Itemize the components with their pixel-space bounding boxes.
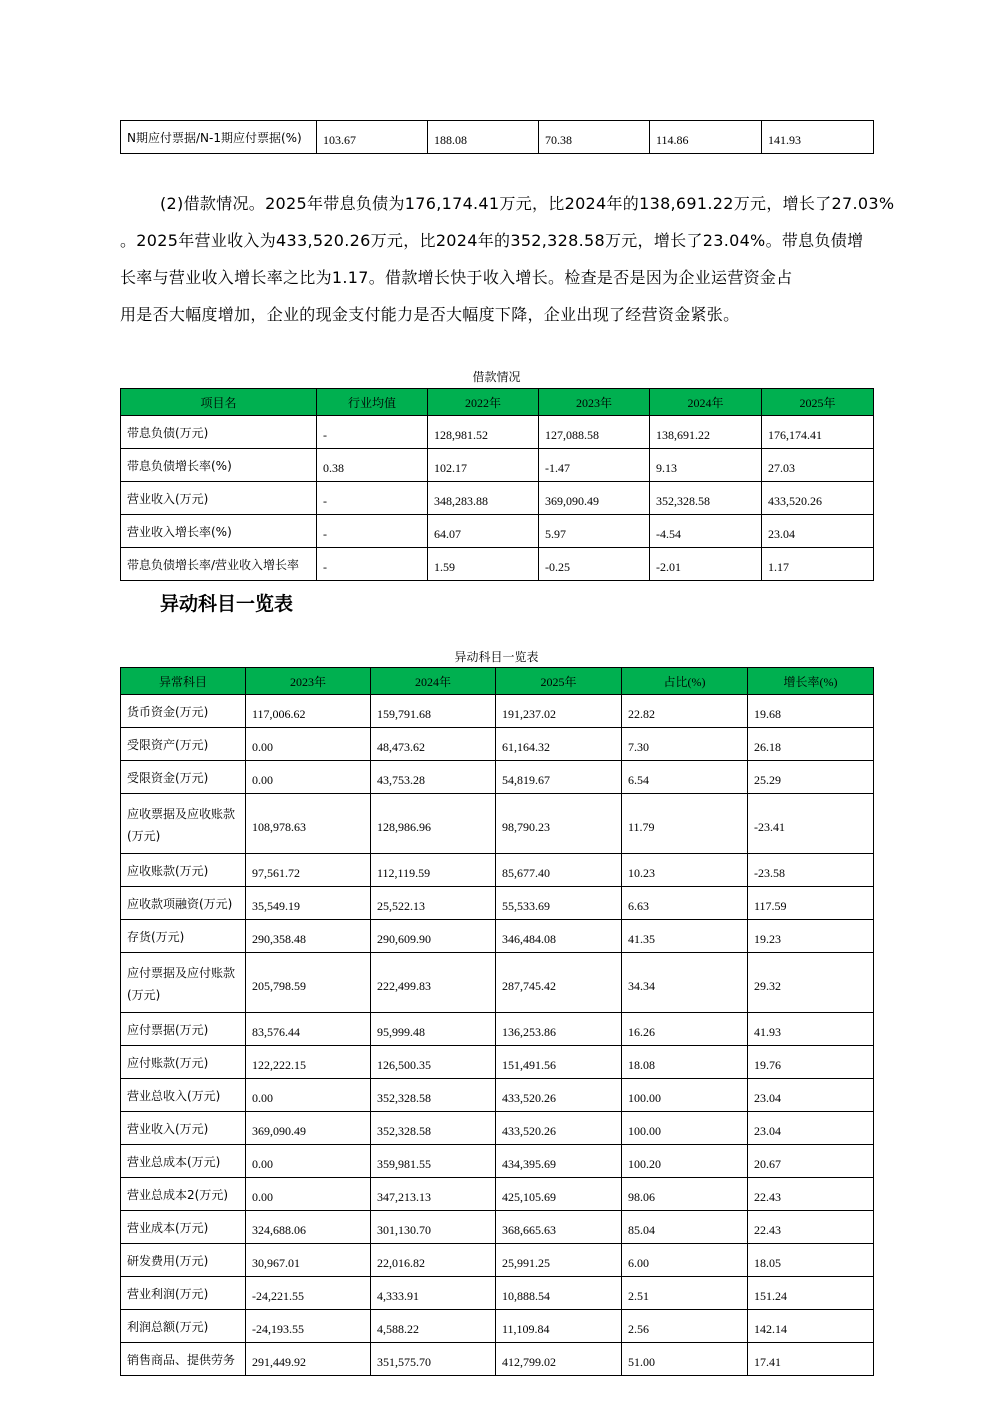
table-cell: 128,981.52 — [428, 416, 539, 449]
table-cell: 352,328.58 — [650, 482, 762, 515]
table-cell: 0.00 — [246, 1145, 371, 1178]
table-cell: 83,576.44 — [246, 1013, 371, 1046]
table-row — [121, 794, 874, 854]
loan-table-caption: 借款情况 — [472, 370, 521, 384]
table-cell: 117,006.62 — [246, 695, 371, 728]
table-cell: -24,221.55 — [246, 1277, 371, 1310]
table-cell: 142.14 — [748, 1310, 874, 1343]
column-header: 2024年 — [650, 389, 762, 416]
table-cell: -23.41 — [748, 794, 874, 854]
table-cell: 301,130.70 — [371, 1211, 496, 1244]
table-row — [121, 1343, 874, 1376]
table-cell: 0.00 — [246, 1178, 371, 1211]
paragraph-line: 用是否大幅度增加，企业的现金支付能力是否大幅度下降，企业出现了经营资金紧张。 — [120, 305, 740, 324]
table-row — [121, 1079, 874, 1112]
table-cell: 23.04 — [762, 515, 874, 548]
table-row — [121, 1244, 874, 1277]
table-cell: 10.23 — [622, 854, 748, 887]
table-cell: 16.26 — [622, 1013, 748, 1046]
loan-table — [120, 388, 874, 581]
column-header: 增长率(%) — [748, 668, 874, 695]
table-cell: 25,991.25 — [496, 1244, 622, 1277]
table-cell: 369,090.49 — [539, 482, 650, 515]
row-label: 受限资金(万元) — [121, 761, 246, 794]
table-cell: 19.68 — [748, 695, 874, 728]
abnormal-table-caption: 异动科目一览表 — [454, 650, 539, 664]
table-cell: 126,500.35 — [371, 1046, 496, 1079]
table-cell: 26.18 — [748, 728, 874, 761]
table-cell: 141.93 — [762, 121, 874, 154]
table-cell: 25,522.13 — [371, 887, 496, 920]
table-cell: 29.32 — [748, 953, 874, 1013]
row-label: 带息负债增长率/营业收入增长率 — [121, 548, 317, 581]
column-header: 占比(%) — [622, 668, 748, 695]
table-cell: 128,986.96 — [371, 794, 496, 854]
table-cell: 43,753.28 — [371, 761, 496, 794]
paragraph-line: 。2025年营业收入为433,520.26万元，比2024年的352,328.58万元，增长了23.04%。带息负债增 — [120, 231, 864, 250]
table-row — [121, 1013, 874, 1046]
row-label: 带息负债(万元) — [121, 416, 317, 449]
row-label: 营业收入增长率(%) — [121, 515, 317, 548]
table-cell: 434,395.69 — [496, 1145, 622, 1178]
table-cell: 2.56 — [622, 1310, 748, 1343]
table-cell: 114.86 — [650, 121, 762, 154]
paragraph-line: 长率与营业收入增长率之比为1.17。借款增长快于收入增长。检查是否是因为企业运营资金占 — [120, 268, 793, 287]
row-label: 利润总额(万元) — [121, 1310, 246, 1343]
table-cell: 41.35 — [622, 920, 748, 953]
table-cell: 22.82 — [622, 695, 748, 728]
table-cell: 18.05 — [748, 1244, 874, 1277]
row-label: N期应付票据/N-1期应付票据(%) — [121, 121, 317, 154]
row-label: 应收账款(万元) — [121, 854, 246, 887]
table-cell: 351,575.70 — [371, 1343, 496, 1376]
table-cell: 352,328.58 — [371, 1112, 496, 1145]
table-cell: 352,328.58 — [371, 1079, 496, 1112]
table-cell: 117.59 — [748, 887, 874, 920]
row-label: 带息负债增长率(%) — [121, 449, 317, 482]
table-row — [121, 1211, 874, 1244]
row-label: 营业总成本(万元) — [121, 1145, 246, 1178]
table-cell: -4.54 — [650, 515, 762, 548]
table-cell: 23.04 — [748, 1112, 874, 1145]
abnormal-items-table — [120, 667, 874, 1376]
table-cell: - — [317, 482, 428, 515]
table-cell: 41.93 — [748, 1013, 874, 1046]
table-cell: 100.00 — [622, 1079, 748, 1112]
table-row — [121, 695, 874, 728]
row-label: 营业总收入(万元) — [121, 1079, 246, 1112]
table-row — [121, 1178, 874, 1211]
table-row — [121, 449, 874, 482]
table-cell: 290,609.90 — [371, 920, 496, 953]
row-label: 营业收入(万元) — [121, 482, 317, 515]
table-row — [121, 761, 874, 794]
table-row — [121, 1310, 874, 1343]
table-cell: 4,333.91 — [371, 1277, 496, 1310]
section-heading: 异动科目一览表 — [160, 593, 294, 615]
table-cell: 205,798.59 — [246, 953, 371, 1013]
table-cell: 25.29 — [748, 761, 874, 794]
column-header: 2023年 — [246, 668, 371, 695]
table-row — [121, 920, 874, 953]
table-cell: - — [317, 548, 428, 581]
table-cell: - — [317, 416, 428, 449]
table-cell: 70.38 — [539, 121, 650, 154]
table-row — [121, 121, 874, 154]
table-cell: 359,981.55 — [371, 1145, 496, 1178]
table-cell: 54,819.67 — [496, 761, 622, 794]
table-cell: 97,561.72 — [246, 854, 371, 887]
row-label: 营业总成本2(万元) — [121, 1178, 246, 1211]
table-cell: 287,745.42 — [496, 953, 622, 1013]
table-row — [121, 1277, 874, 1310]
row-label: 营业成本(万元) — [121, 1211, 246, 1244]
table-cell: 100.00 — [622, 1112, 748, 1145]
table-cell: 22,016.82 — [371, 1244, 496, 1277]
row-label: 存货(万元) — [121, 920, 246, 953]
table-cell: 11,109.84 — [496, 1310, 622, 1343]
table-cell: 18.08 — [622, 1046, 748, 1079]
table-cell: - — [317, 515, 428, 548]
table-cell: 0.38 — [317, 449, 428, 482]
table-cell: 2.51 — [622, 1277, 748, 1310]
column-header: 行业均值 — [317, 389, 428, 416]
table-row — [121, 482, 874, 515]
table-row — [121, 854, 874, 887]
table-cell: 222,499.83 — [371, 953, 496, 1013]
table-cell: 9.13 — [650, 449, 762, 482]
paragraph-line: (2)借款情况。2025年带息负债为176,174.41万元，比2024年的138,691.22万元，增长了27.03% — [160, 194, 895, 213]
table-cell: 127,088.58 — [539, 416, 650, 449]
table-cell: 368,665.63 — [496, 1211, 622, 1244]
table-row — [121, 515, 874, 548]
row-label: 应收款项融资(万元) — [121, 887, 246, 920]
row-label: 应付票据(万元) — [121, 1013, 246, 1046]
column-header: 2023年 — [539, 389, 650, 416]
table-cell: 48,473.62 — [371, 728, 496, 761]
table-cell: 55,533.69 — [496, 887, 622, 920]
table-cell: 425,105.69 — [496, 1178, 622, 1211]
row-label: 销售商品、提供劳务 — [121, 1343, 246, 1376]
table-cell: 151,491.56 — [496, 1046, 622, 1079]
table-cell: 433,520.26 — [496, 1079, 622, 1112]
table-cell: 34.34 — [622, 953, 748, 1013]
table-cell: 138,691.22 — [650, 416, 762, 449]
column-header: 2024年 — [371, 668, 496, 695]
table-cell: 64.07 — [428, 515, 539, 548]
table-cell: -0.25 — [539, 548, 650, 581]
table-cell: 100.20 — [622, 1145, 748, 1178]
table-cell: -23.58 — [748, 854, 874, 887]
column-header: 项目名 — [121, 389, 317, 416]
table-cell: 17.41 — [748, 1343, 874, 1376]
table-cell: 19.76 — [748, 1046, 874, 1079]
borrowing-paragraph — [120, 185, 900, 333]
table-cell: 85,677.40 — [496, 854, 622, 887]
column-header: 2025年 — [762, 389, 874, 416]
table-cell: 95,999.48 — [371, 1013, 496, 1046]
table-cell: 108,978.63 — [246, 794, 371, 854]
table-cell: 136,253.86 — [496, 1013, 622, 1046]
table-cell: 35,549.19 — [246, 887, 371, 920]
column-header: 异常科目 — [121, 668, 246, 695]
table-cell: 347,213.13 — [371, 1178, 496, 1211]
table-cell: 291,449.92 — [246, 1343, 371, 1376]
table-row — [121, 1112, 874, 1145]
table-row — [121, 1145, 874, 1178]
table-cell: 30,967.01 — [246, 1244, 371, 1277]
row-label: 货币资金(万元) — [121, 695, 246, 728]
table-cell: 7.30 — [622, 728, 748, 761]
table-row — [121, 728, 874, 761]
table-cell: 22.43 — [748, 1211, 874, 1244]
table-cell: 27.03 — [762, 449, 874, 482]
table-cell: 98,790.23 — [496, 794, 622, 854]
table-cell: 412,799.02 — [496, 1343, 622, 1376]
table-cell: 22.43 — [748, 1178, 874, 1211]
table-cell: 290,358.48 — [246, 920, 371, 953]
table-cell: -1.47 — [539, 449, 650, 482]
table-cell: 6.63 — [622, 887, 748, 920]
table-cell: 6.54 — [622, 761, 748, 794]
table-cell: 176,174.41 — [762, 416, 874, 449]
table-row — [121, 416, 874, 449]
row-label: 营业收入(万元) — [121, 1112, 246, 1145]
table-cell: 6.00 — [622, 1244, 748, 1277]
table-row — [121, 953, 874, 1013]
row-label: 应收票据及应收账款(万元) — [121, 794, 246, 854]
table-cell: 1.59 — [428, 548, 539, 581]
table-cell: -2.01 — [650, 548, 762, 581]
table-cell: -24,193.55 — [246, 1310, 371, 1343]
table-cell: 0.00 — [246, 728, 371, 761]
table-cell: 191,237.02 — [496, 695, 622, 728]
table-cell: 159,791.68 — [371, 695, 496, 728]
table-row — [121, 548, 874, 581]
bills-ratio-table — [120, 120, 874, 154]
table-cell: 433,520.26 — [762, 482, 874, 515]
table-cell: 98.06 — [622, 1178, 748, 1211]
table-cell: 5.97 — [539, 515, 650, 548]
table-cell: 0.00 — [246, 1079, 371, 1112]
table-cell: 348,283.88 — [428, 482, 539, 515]
table-cell: 103.67 — [317, 121, 428, 154]
row-label: 营业利润(万元) — [121, 1277, 246, 1310]
table-cell: 112,119.59 — [371, 854, 496, 887]
table-cell: 433,520.26 — [496, 1112, 622, 1145]
table-cell: 85.04 — [622, 1211, 748, 1244]
row-label: 应付票据及应付账款(万元) — [121, 953, 246, 1013]
table-cell: 102.17 — [428, 449, 539, 482]
table-cell: 61,164.32 — [496, 728, 622, 761]
row-label: 受限资产(万元) — [121, 728, 246, 761]
table-header-row — [121, 389, 874, 416]
table-cell: 188.08 — [428, 121, 539, 154]
row-label: 研发费用(万元) — [121, 1244, 246, 1277]
table-cell: 11.79 — [622, 794, 748, 854]
table-header-row — [121, 668, 874, 695]
table-cell: 324,688.06 — [246, 1211, 371, 1244]
table-row — [121, 1046, 874, 1079]
table-row — [121, 887, 874, 920]
table-cell: 4,588.22 — [371, 1310, 496, 1343]
table-cell: 0.00 — [246, 761, 371, 794]
table-cell: 20.67 — [748, 1145, 874, 1178]
table-cell: 151.24 — [748, 1277, 874, 1310]
table-cell: 122,222.15 — [246, 1046, 371, 1079]
column-header: 2022年 — [428, 389, 539, 416]
table-cell: 1.17 — [762, 548, 874, 581]
table-cell: 51.00 — [622, 1343, 748, 1376]
column-header: 2025年 — [496, 668, 622, 695]
table-cell: 346,484.08 — [496, 920, 622, 953]
table-cell: 10,888.54 — [496, 1277, 622, 1310]
table-cell: 369,090.49 — [246, 1112, 371, 1145]
row-label: 应付账款(万元) — [121, 1046, 246, 1079]
table-cell: 19.23 — [748, 920, 874, 953]
table-cell: 23.04 — [748, 1079, 874, 1112]
